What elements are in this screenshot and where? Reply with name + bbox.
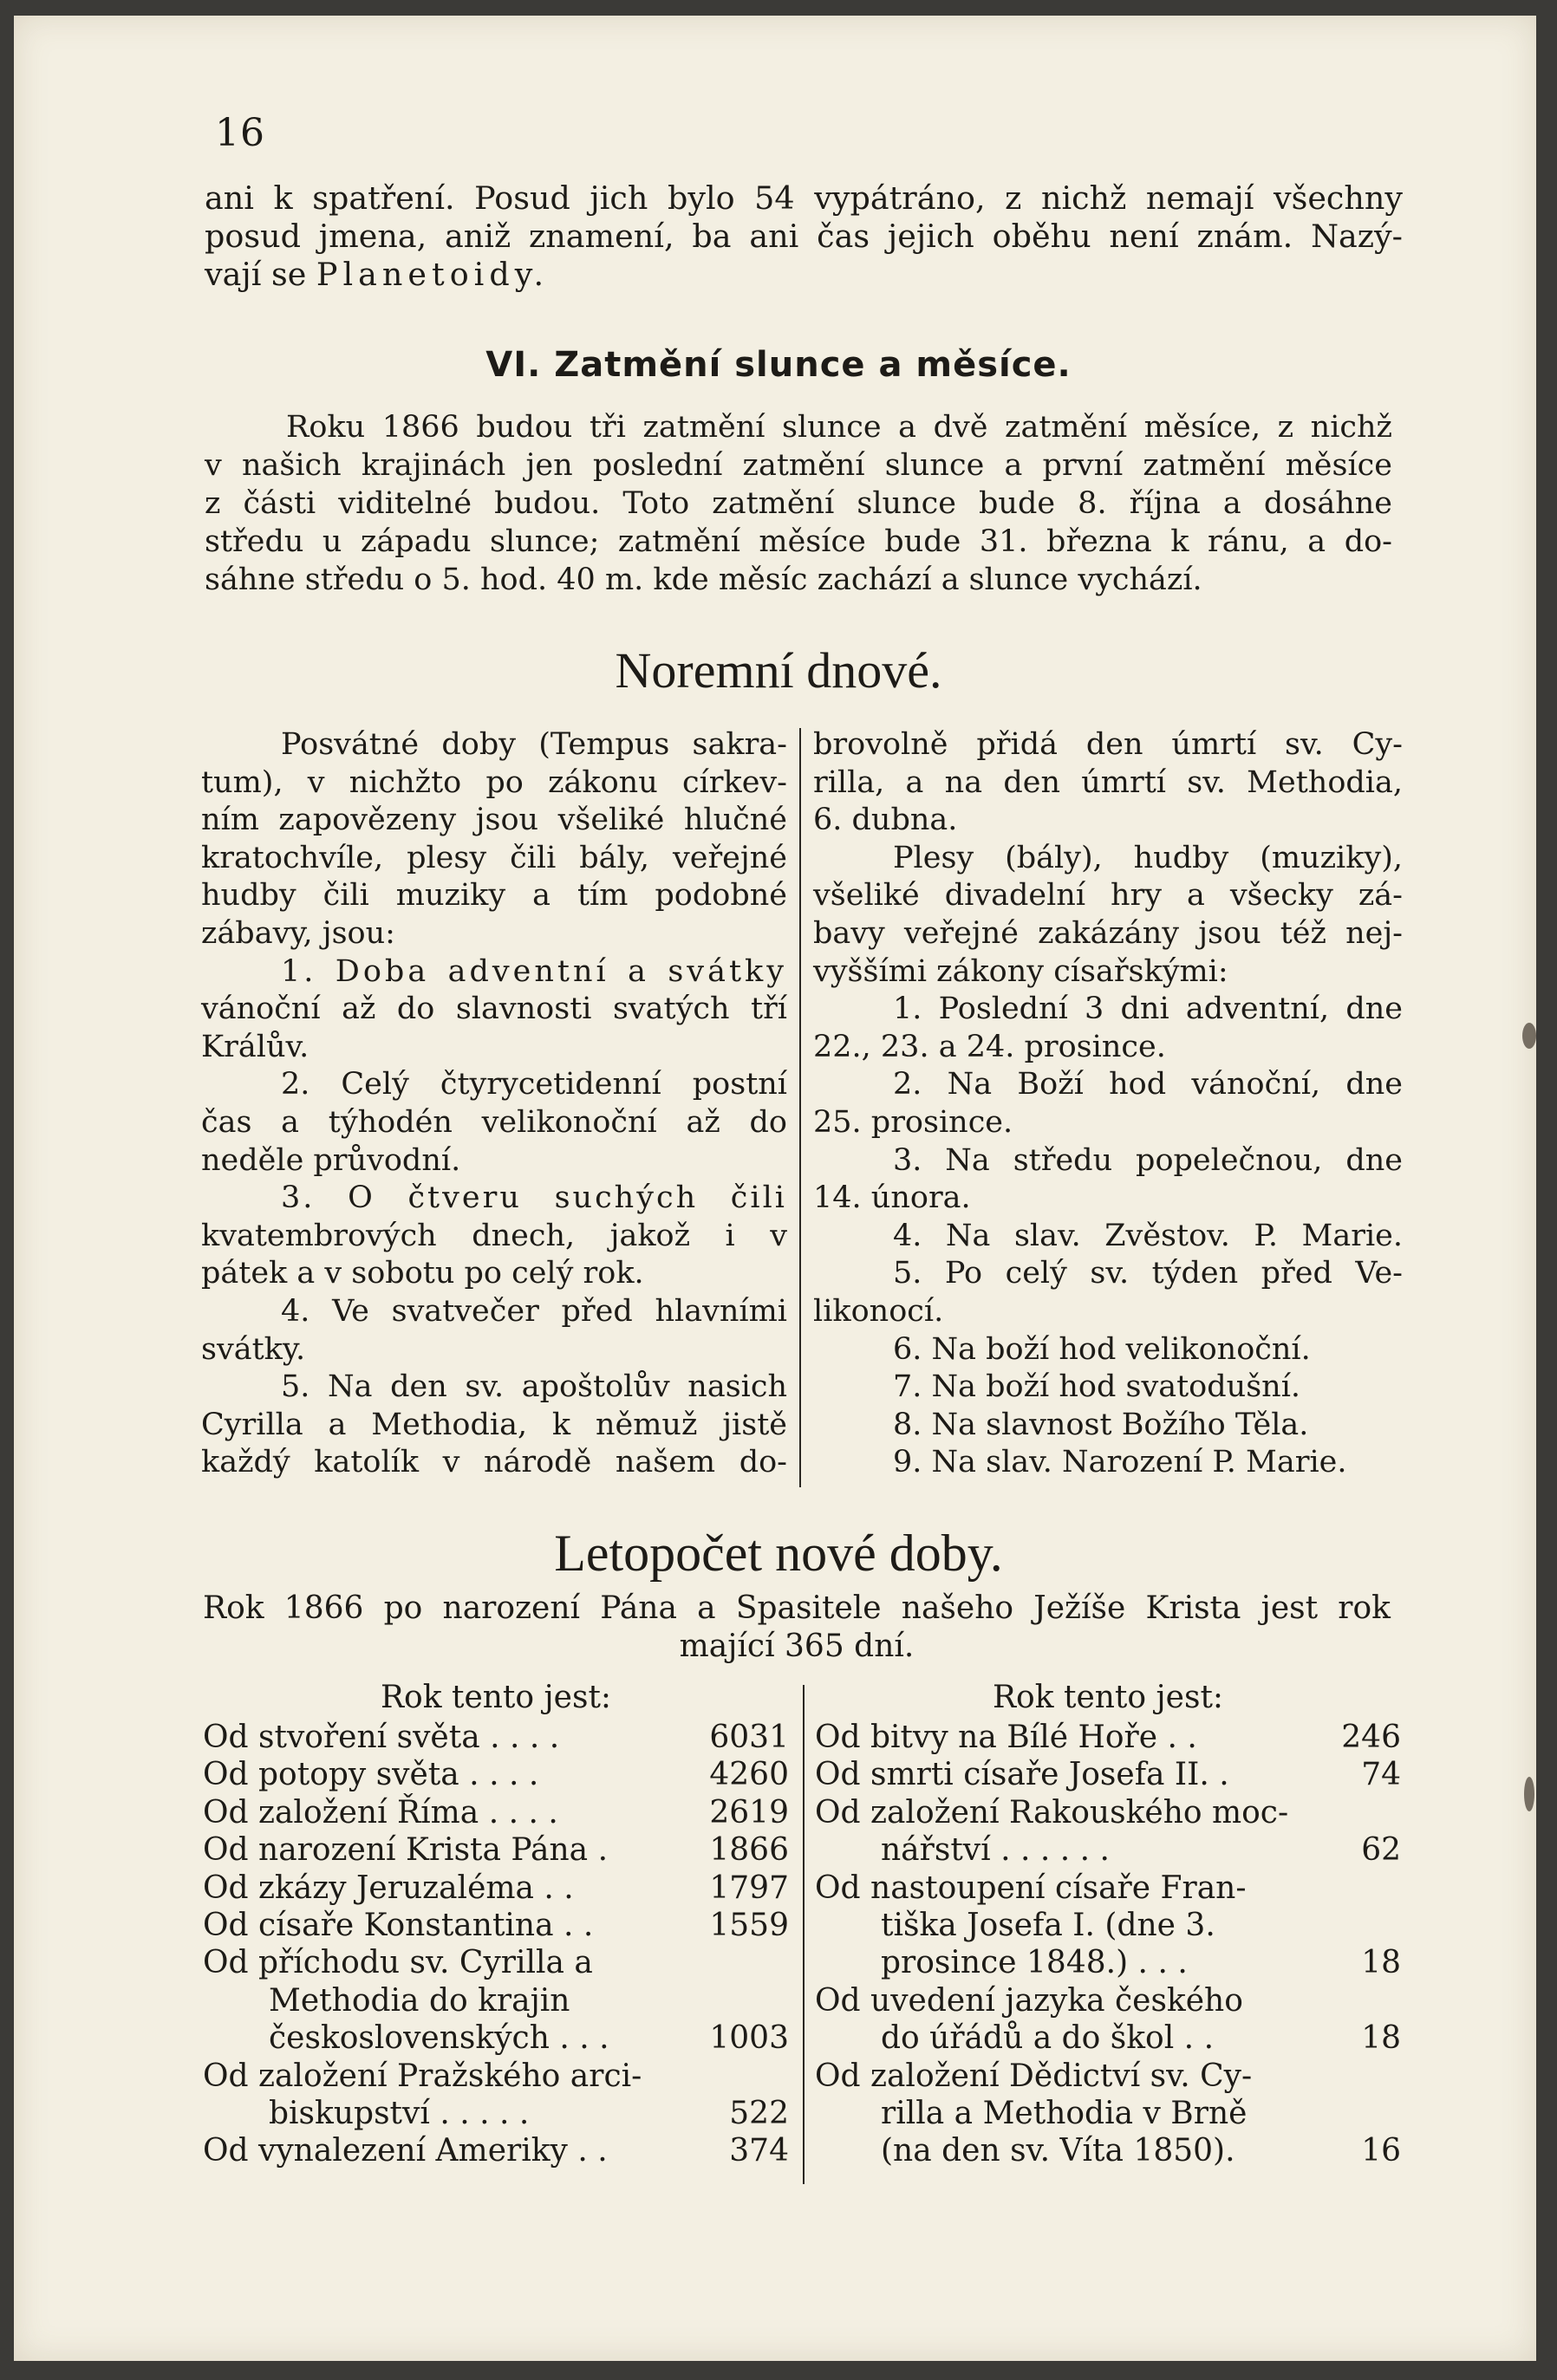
- year-row: [203, 1870, 789, 1909]
- noremni-left-line: vánoční až do slavnosti svatých tří: [201, 992, 787, 1027]
- year-row: [815, 1908, 1401, 1946]
- noremni-right-line: brovolně přidá den úmrtí sv. Cy-: [813, 727, 1403, 762]
- year-row-label: do úřádů a do škol . .: [881, 2020, 1215, 2057]
- year-row-label: Od založení Rakouského moc-: [815, 1794, 1289, 1831]
- noremni-right-line: všeliké divadelní hry a všecky zá-: [813, 878, 1403, 914]
- noremni-left-column: [201, 726, 787, 1482]
- noremni-right-line: likonocí.: [813, 1293, 944, 1329]
- year-row-label: Od založení Říma . . . .: [203, 1794, 558, 1831]
- noremni-right-line: Plesy (bály), hudby (muziky),: [893, 840, 1403, 875]
- noremni-left-line: hudby čili muziky a tím podobné: [201, 878, 787, 914]
- noremni-left-line: tum), v nichžto po zákonu církev-: [201, 764, 787, 800]
- year-row-label: (na den sv. Víta 1850).: [881, 2133, 1235, 2169]
- right-table-header: Rok tento jest:: [992, 1680, 1224, 1715]
- year-row-label: tiška Josefa I. (dne 3.: [881, 1908, 1215, 1943]
- letopocet-intro-line: Rok 1866 po narození Pána a Spasitele našeho Ježíše Krista jest rok: [203, 1590, 1391, 1626]
- year-row-label: nářství . . . . . .: [881, 1832, 1110, 1869]
- noremni-left-line: 2. Celý čtyrycetidenní postní: [281, 1067, 787, 1102]
- year-row-label: československých . . .: [269, 2020, 609, 2057]
- noremni-right-line: 25. prosince.: [813, 1104, 1013, 1140]
- year-row: [815, 2020, 1401, 2058]
- year-row-label: Od nastoupení císaře Fran-: [815, 1870, 1247, 1906]
- year-row: [203, 1757, 789, 1795]
- noremni-left-line: každý katolík v národě našem do-: [201, 1445, 787, 1480]
- noremni-left-line: 1. Doba adventní a svátky: [281, 953, 787, 989]
- section-vi-line: sáhne středu o 5. hod. 40 m. kde měsíc zachází a slunce vychází.: [205, 562, 1202, 597]
- noremni-right-line: 9. Na slav. Narození P. Marie.: [893, 1445, 1347, 1480]
- noremni-left-line: 4. Ve svatvečer před hlavními: [281, 1293, 787, 1329]
- year-row: [203, 1983, 789, 2021]
- letopocet-intro: [203, 1590, 1391, 1665]
- noremni-right-line: 1. Poslední 3 dni adventní, dne: [893, 992, 1403, 1027]
- noremni-right-line: 3. Na středu popelečnou, dne: [893, 1142, 1403, 1178]
- year-row-value: 2619: [709, 1794, 789, 1831]
- noremni-right-line: 4. Na slav. Zvěstov. P. Marie.: [893, 1218, 1403, 1253]
- year-row-value: 1797: [709, 1870, 789, 1906]
- year-row-value: 62: [1361, 1832, 1401, 1869]
- noremni-left-line: kratochvíle, plesy čili bály, veřejné: [201, 840, 787, 875]
- left-table-header: Rok tento jest:: [380, 1680, 612, 1715]
- year-row: [815, 1945, 1401, 1983]
- scan-mark: [1524, 1777, 1534, 1811]
- year-row-label: Methodia do krajin: [269, 1982, 570, 2019]
- letopocet-intro-line: mající 365 dní.: [679, 1628, 915, 1664]
- noremni-left-line: čas a týhodén velikonoční až do: [201, 1104, 787, 1140]
- planetoidy-term: Planetoidy.: [316, 256, 550, 293]
- year-row-value: 16: [1361, 2133, 1401, 2169]
- intro-line: vají se: [205, 256, 307, 293]
- year-row: [203, 1795, 789, 1833]
- year-row-value: 18: [1361, 1945, 1401, 1981]
- year-row-label: Od smrti císaře Josefa II. .: [815, 1757, 1229, 1793]
- year-row-label: Od bitvy na Bílé Hoře . .: [815, 1720, 1197, 1755]
- year-row-label: Od potopy světa . . . .: [203, 1757, 539, 1793]
- year-row-value: 1003: [709, 2020, 789, 2057]
- scan-mark: [1522, 1023, 1536, 1049]
- noremni-right-line: 5. Po celý sv. týden před Ve-: [893, 1256, 1403, 1291]
- year-row: [203, 1945, 789, 1983]
- noremni-left-line: 3. O čtveru suchých čili: [281, 1180, 787, 1216]
- noremni-right-line: 6. Na boží hod velikonoční.: [893, 1331, 1311, 1367]
- year-row-label: Od založení Dědictví sv. Cy-: [815, 2058, 1253, 2094]
- noremni-left-line: neděle průvodní.: [201, 1142, 461, 1178]
- year-row-label: Od uvedení jazyka českého: [815, 1982, 1243, 2019]
- noremni-left-line: pátek a v sobotu po celý rok.: [201, 1256, 644, 1291]
- year-row-label: Od založení Pražského arci-: [203, 2058, 642, 2094]
- noremni-right-line: 14. února.: [813, 1180, 971, 1216]
- noremni-right-line: bavy veřejné zakázány jsou též nej-: [813, 915, 1403, 951]
- year-row: [203, 1908, 789, 1946]
- noremni-left-line: 5. Na den sv. apoštolův nasich: [281, 1369, 787, 1405]
- intro-paragraph: [205, 179, 1403, 294]
- section-vi-paragraph: [205, 408, 1392, 599]
- letopocet-column-divider: [803, 1685, 805, 2184]
- year-row-value: 522: [729, 2096, 789, 2131]
- year-row-label: rilla a Methodia v Brně: [881, 2096, 1248, 2131]
- intro-line-last: [205, 256, 1403, 294]
- year-row-label: Od narození Krista Pána .: [203, 1832, 609, 1869]
- year-row: [815, 2096, 1401, 2134]
- year-row-value: 1559: [709, 1908, 789, 1943]
- year-row-label: prosince 1848.) . . .: [881, 1945, 1188, 1981]
- year-row: [815, 2058, 1401, 2097]
- noremni-left-line: Králův.: [201, 1029, 309, 1064]
- noremni-right-line: 6. dubna.: [813, 803, 958, 838]
- year-row-label: Od příchodu sv. Cyrilla a: [203, 1945, 593, 1981]
- noremni-left-line: kvatembrových dnech, jakož i v: [201, 1218, 787, 1253]
- noremni-right-line: vyššími zákony císařskými:: [813, 953, 1228, 989]
- year-row-value: 6031: [709, 1720, 789, 1755]
- year-row: [815, 2133, 1401, 2171]
- year-row: [815, 1757, 1401, 1795]
- year-row: [815, 1832, 1401, 1870]
- section-vi-line: v našich krajinách jen poslední zatmění slunce a první zatmění měsíce: [205, 448, 1392, 483]
- year-row: [815, 1795, 1401, 1833]
- noremni-left-line: Cyrilla a Methodia, k němuž jistě: [201, 1407, 787, 1442]
- year-row: [203, 2020, 789, 2058]
- year-row: [815, 1720, 1401, 1758]
- year-row: [815, 1870, 1401, 1909]
- letopocet-title: Letopočet nové doby.: [554, 1525, 1003, 1582]
- year-row-label: Od zkázy Jeruzaléma . .: [203, 1870, 574, 1906]
- page-number: 16: [215, 111, 265, 155]
- noremni-right-line: rilla, a na den úmrtí sv. Methodia,: [813, 764, 1403, 800]
- noremni-title: Noremní dnové.: [615, 642, 942, 699]
- section-vi-line: středu u západu slunce; zatmění měsíce bude 31. března k ránu, a do-: [205, 524, 1392, 559]
- noremni-right-line: 7. Na boží hod svatodušní.: [893, 1369, 1301, 1405]
- year-row: [815, 1983, 1401, 2021]
- year-row: [203, 2058, 789, 2097]
- noremni-left-line: zábavy, jsou:: [201, 915, 395, 951]
- year-row-label: biskupství . . . . .: [269, 2096, 530, 2131]
- noremni-right-line: 8. Na slavnost Božího Těla.: [893, 1407, 1309, 1442]
- intro-line: ani k spatření. Posud jich bylo 54 vypátráno, z nichž nemají všechny: [205, 179, 1403, 217]
- section-vi-title: VI. Zatmění slunce a měsíce.: [485, 345, 1072, 385]
- year-row-label: Od stvoření světa . . . .: [203, 1720, 560, 1755]
- year-row-value: 1866: [709, 1832, 789, 1869]
- section-vi-line: Roku 1866 budou tři zatmění slunce a dvě zatmění měsíce, z nichž: [286, 410, 1392, 445]
- year-row-value: 18: [1361, 2020, 1401, 2057]
- noremni-right-line: 2. Na Boží hod vánoční, dne: [893, 1067, 1403, 1102]
- noremni-right-column: [813, 726, 1403, 1482]
- year-row-label: Od vynalezení Ameriky . .: [203, 2133, 608, 2169]
- year-row: [203, 2133, 789, 2171]
- section-vi-line: z části viditelné budou. Toto zatmění slunce bude 8. října a dosáhne: [205, 486, 1392, 521]
- year-row-value: 4260: [709, 1757, 789, 1793]
- noremni-left-line: ním zapovězeny jsou všeliké hlučné: [201, 803, 787, 838]
- year-row: [203, 1720, 789, 1758]
- noremni-column-divider: [799, 728, 801, 1487]
- year-row-value: 374: [729, 2133, 789, 2169]
- noremni-left-line: svátky.: [201, 1331, 306, 1367]
- noremni-right-line: 22., 23. a 24. prosince.: [813, 1029, 1166, 1064]
- year-row: [203, 2096, 789, 2134]
- year-row-value: 74: [1361, 1757, 1401, 1793]
- year-row-label: Od císaře Konstantina . .: [203, 1908, 594, 1943]
- year-row-value: 246: [1341, 1720, 1401, 1755]
- year-row: [203, 1832, 789, 1870]
- intro-line: posud jmena, aniž znamení, ba ani čas jejich oběhu není znám. Nazý-: [205, 218, 1403, 255]
- noremni-left-line: Posvátné doby (Tempus sakra-: [281, 727, 787, 762]
